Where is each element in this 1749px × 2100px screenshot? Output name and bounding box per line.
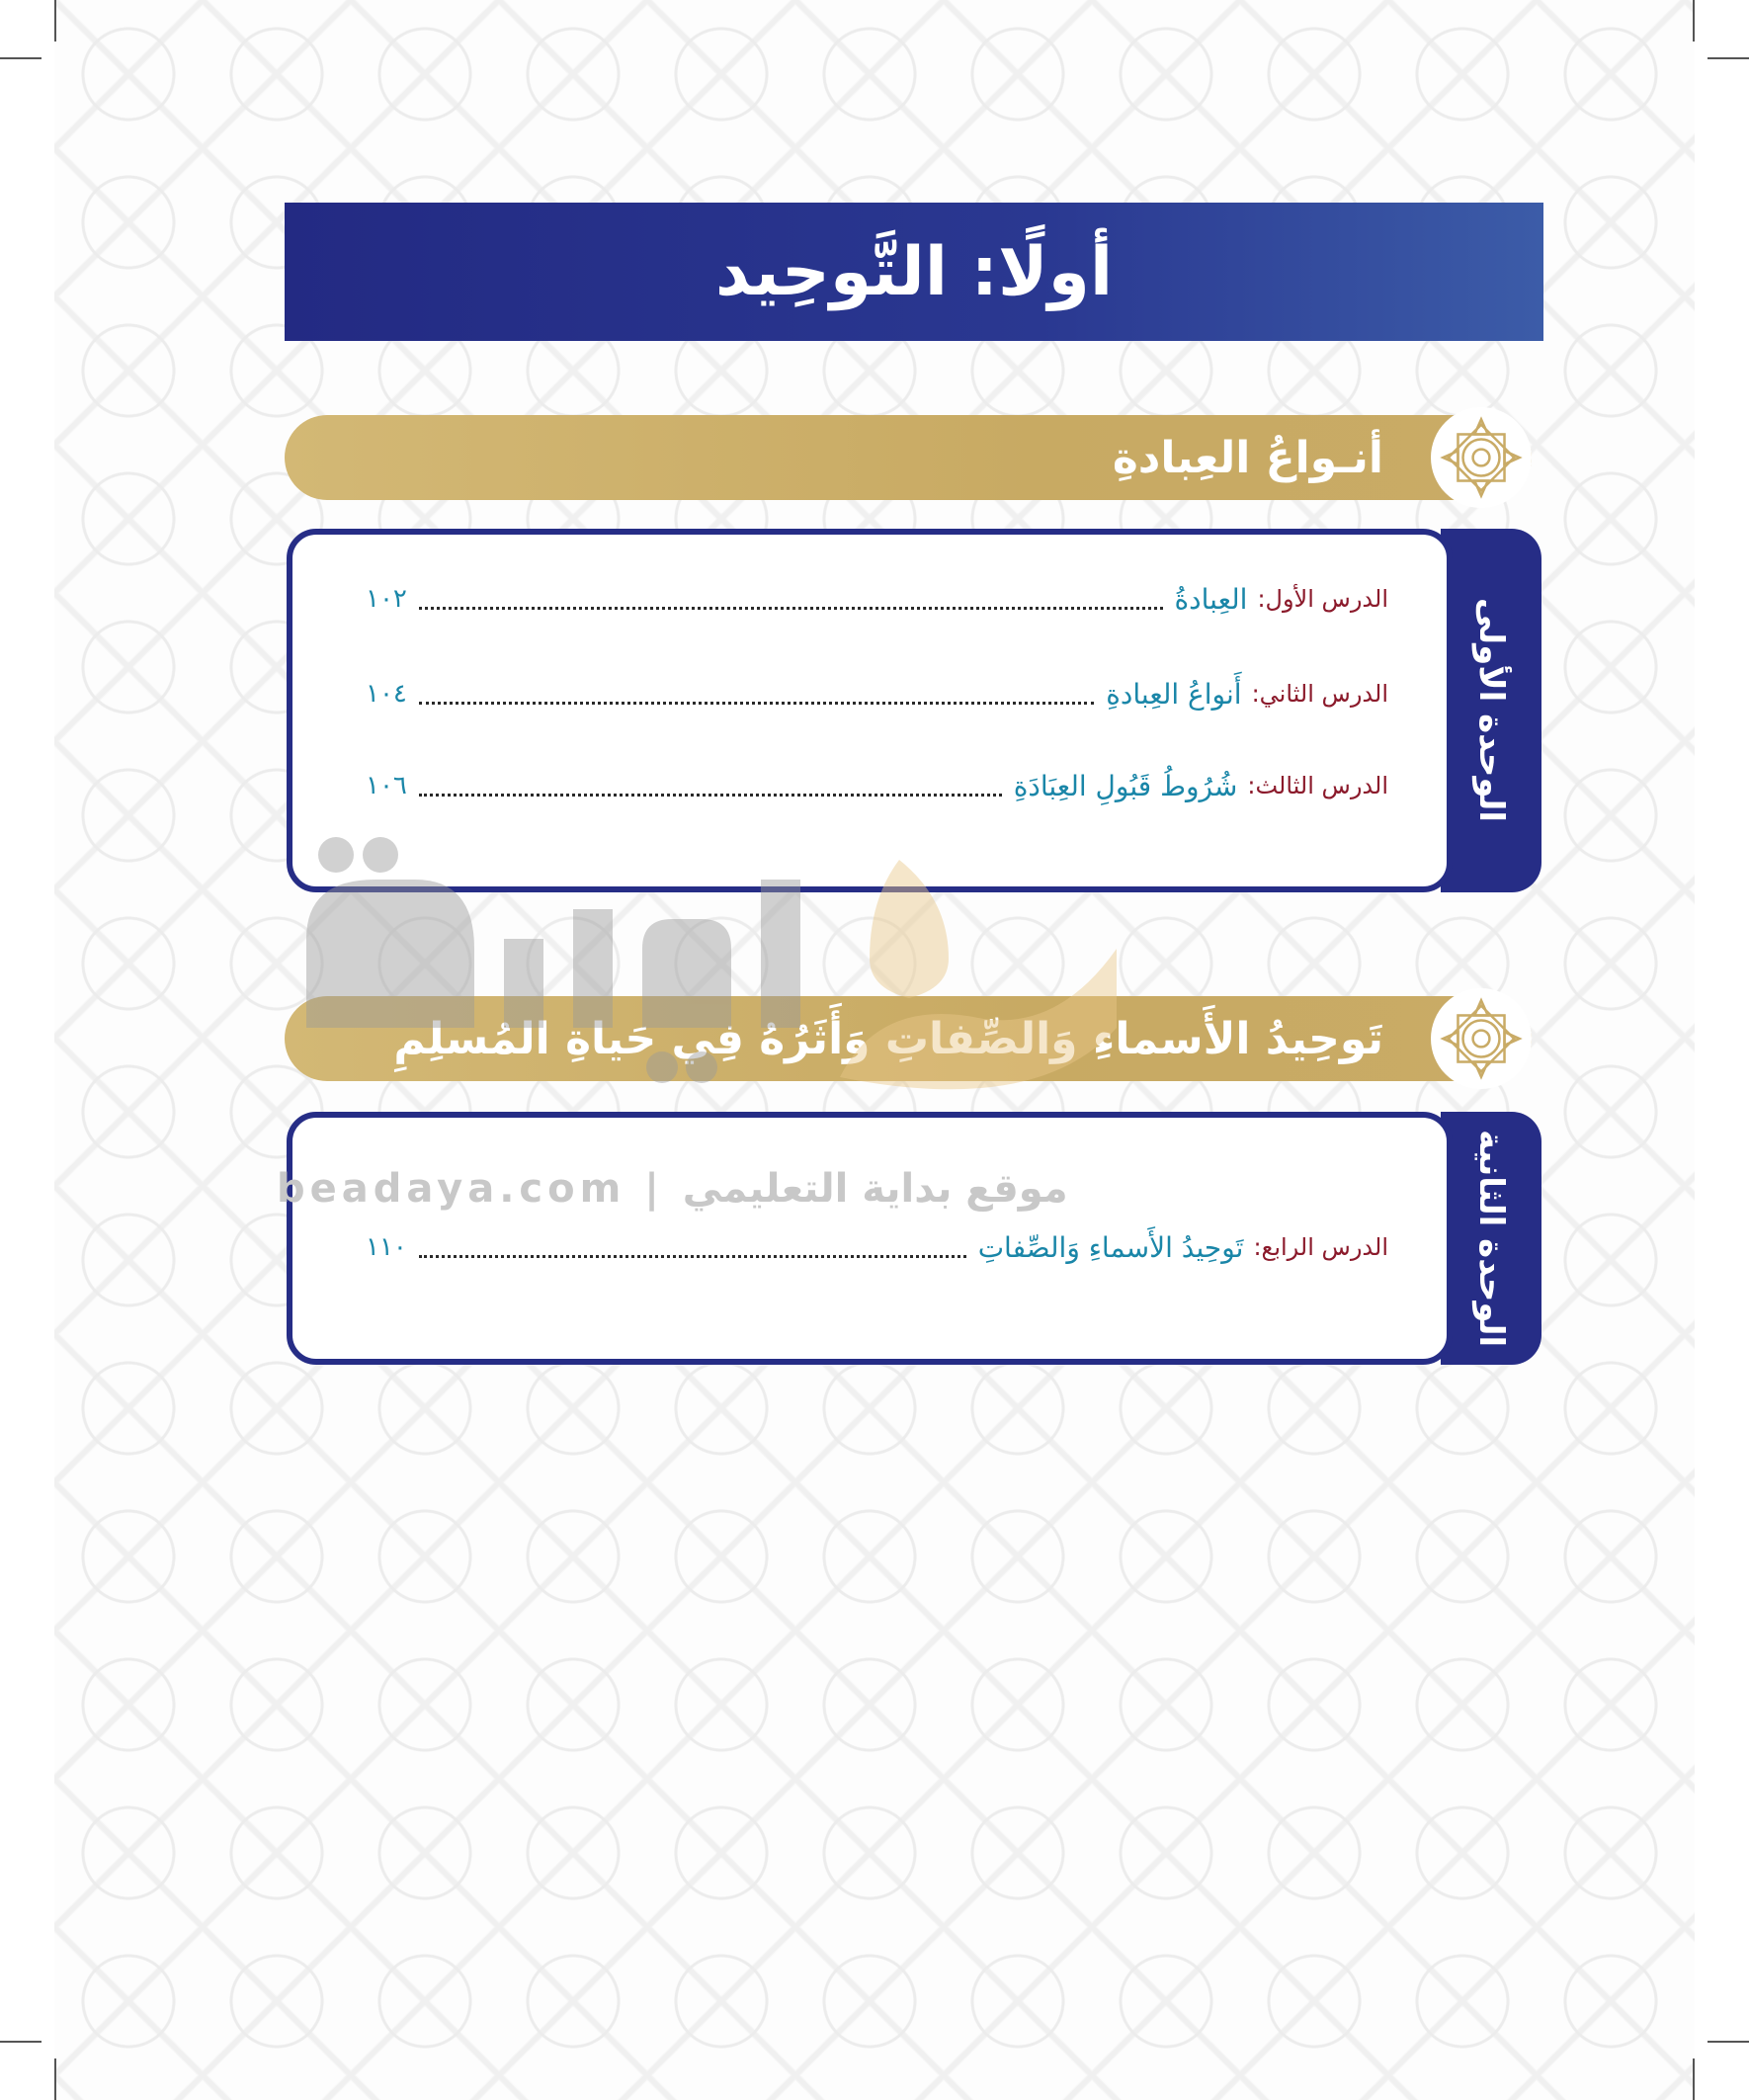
page-title: أولًا: التَّوحِيد [714, 232, 1114, 311]
lesson-row[interactable] [366, 574, 1388, 624]
crop-mark [1707, 2041, 1749, 2043]
lesson-label: الدرس الرابع: [1253, 1233, 1388, 1261]
lesson-name: تَوحِيدُ الأَسماءِ وَالصِّفاتِ [977, 1230, 1244, 1264]
crop-mark [54, 0, 56, 42]
lesson-label: الدرس الأول: [1257, 585, 1388, 613]
crop-mark [1693, 0, 1695, 42]
lesson-row[interactable] [366, 669, 1388, 718]
lesson-name: أَنواعُ العِبادةِ [1106, 677, 1242, 711]
rosette-icon [1431, 407, 1532, 508]
unit-2-tab [1441, 1112, 1541, 1365]
leader-dots [419, 1237, 966, 1258]
unit-1-tab-label: الوحدة الأولى [1471, 598, 1511, 823]
unit-2-tab-label: الوحدة الثانية [1471, 1129, 1511, 1348]
unit-1-banner [285, 415, 1532, 500]
crop-mark [1693, 2058, 1695, 2100]
unit-2-banner [285, 996, 1532, 1081]
lesson-row[interactable] [366, 761, 1388, 810]
unit-1-tab [1441, 529, 1541, 892]
unit-1-banner-title: أنـواعُ العِبادةِ [1112, 432, 1383, 483]
lesson-page: ١٠٦ [366, 771, 407, 800]
main-title-bar [285, 203, 1543, 341]
leader-dots [419, 589, 1163, 610]
lesson-name: العِبادةُ [1174, 582, 1248, 616]
crop-mark [0, 57, 42, 59]
crop-mark [0, 2041, 42, 2043]
leader-dots [419, 776, 1002, 797]
unit-2-banner-title: تَوحِيدُ الأَسماءِ وَالصِّفاتِ وَأَثَرُهُ فِي حَياةِ المُسلِمِ [393, 1013, 1383, 1064]
lesson-page: ١٠٤ [366, 679, 407, 709]
watermark-text: beadaya.com | موقع بداية التعليمي [277, 1166, 1068, 1212]
lesson-row[interactable] [366, 1222, 1388, 1272]
lesson-name: شُرُوطُ قَبُولِ العِبَادَةِ [1013, 769, 1238, 802]
leader-dots [419, 684, 1094, 705]
lesson-page: ١٠٢ [366, 584, 407, 614]
lesson-page: ١١٠ [366, 1232, 407, 1262]
rosette-icon [1431, 988, 1532, 1089]
lesson-label: الدرس الثاني: [1251, 680, 1388, 708]
crop-mark [1707, 57, 1749, 59]
crop-mark [54, 2058, 56, 2100]
lesson-label: الدرس الثالث: [1247, 772, 1388, 799]
